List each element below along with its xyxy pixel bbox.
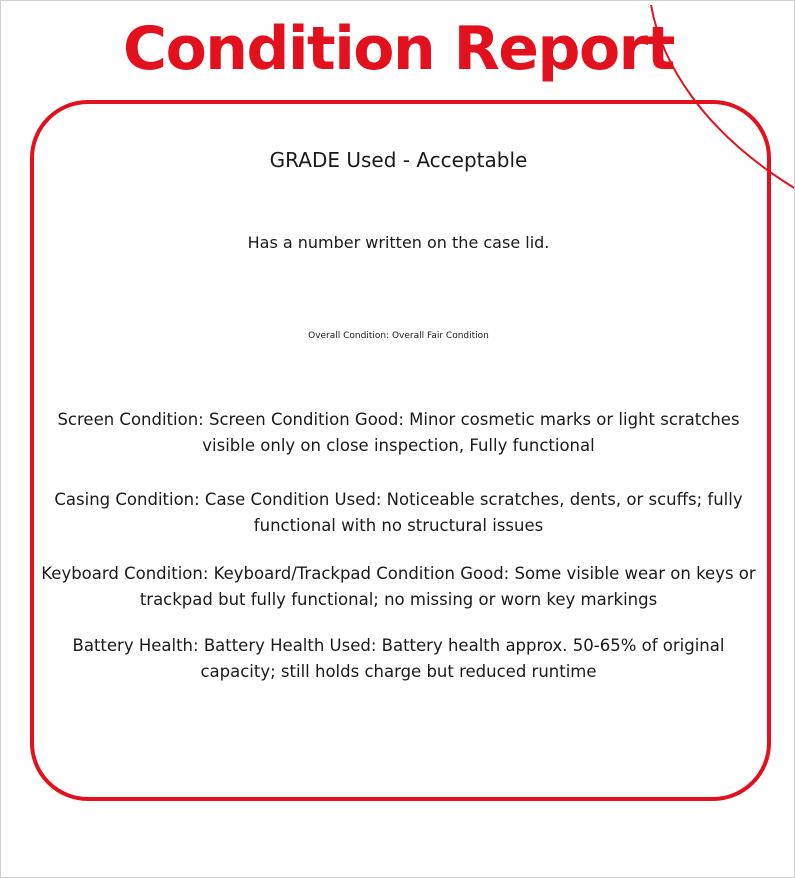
keyboard-condition: Keyboard Condition: Keyboard/Trackpad Condition Good: Some visible wear on keys or trackpad but fully functional; no missing or worn key markings xyxy=(41,564,756,609)
casing-condition: Casing Condition: Case Condition Used: Noticeable scratches, dents, or scuffs; fully functional with no structural issues xyxy=(54,490,743,535)
grade-heading: GRADE Used - Acceptable xyxy=(269,148,528,172)
page-title: Condition Report xyxy=(123,14,674,84)
overall-condition: Overall Condition: Overall Fair Condition xyxy=(308,331,489,341)
condition-note: Has a number written on the case lid. xyxy=(247,233,550,252)
screen-condition: Screen Condition: Screen Condition Good: Minor cosmetic marks or light scratches visible only on close inspection, Fully functional xyxy=(57,410,740,455)
battery-health: Battery Health: Battery Health Used: Battery health approx. 50-65% of original capacity; still holds charge but reduced runtime xyxy=(72,636,725,681)
